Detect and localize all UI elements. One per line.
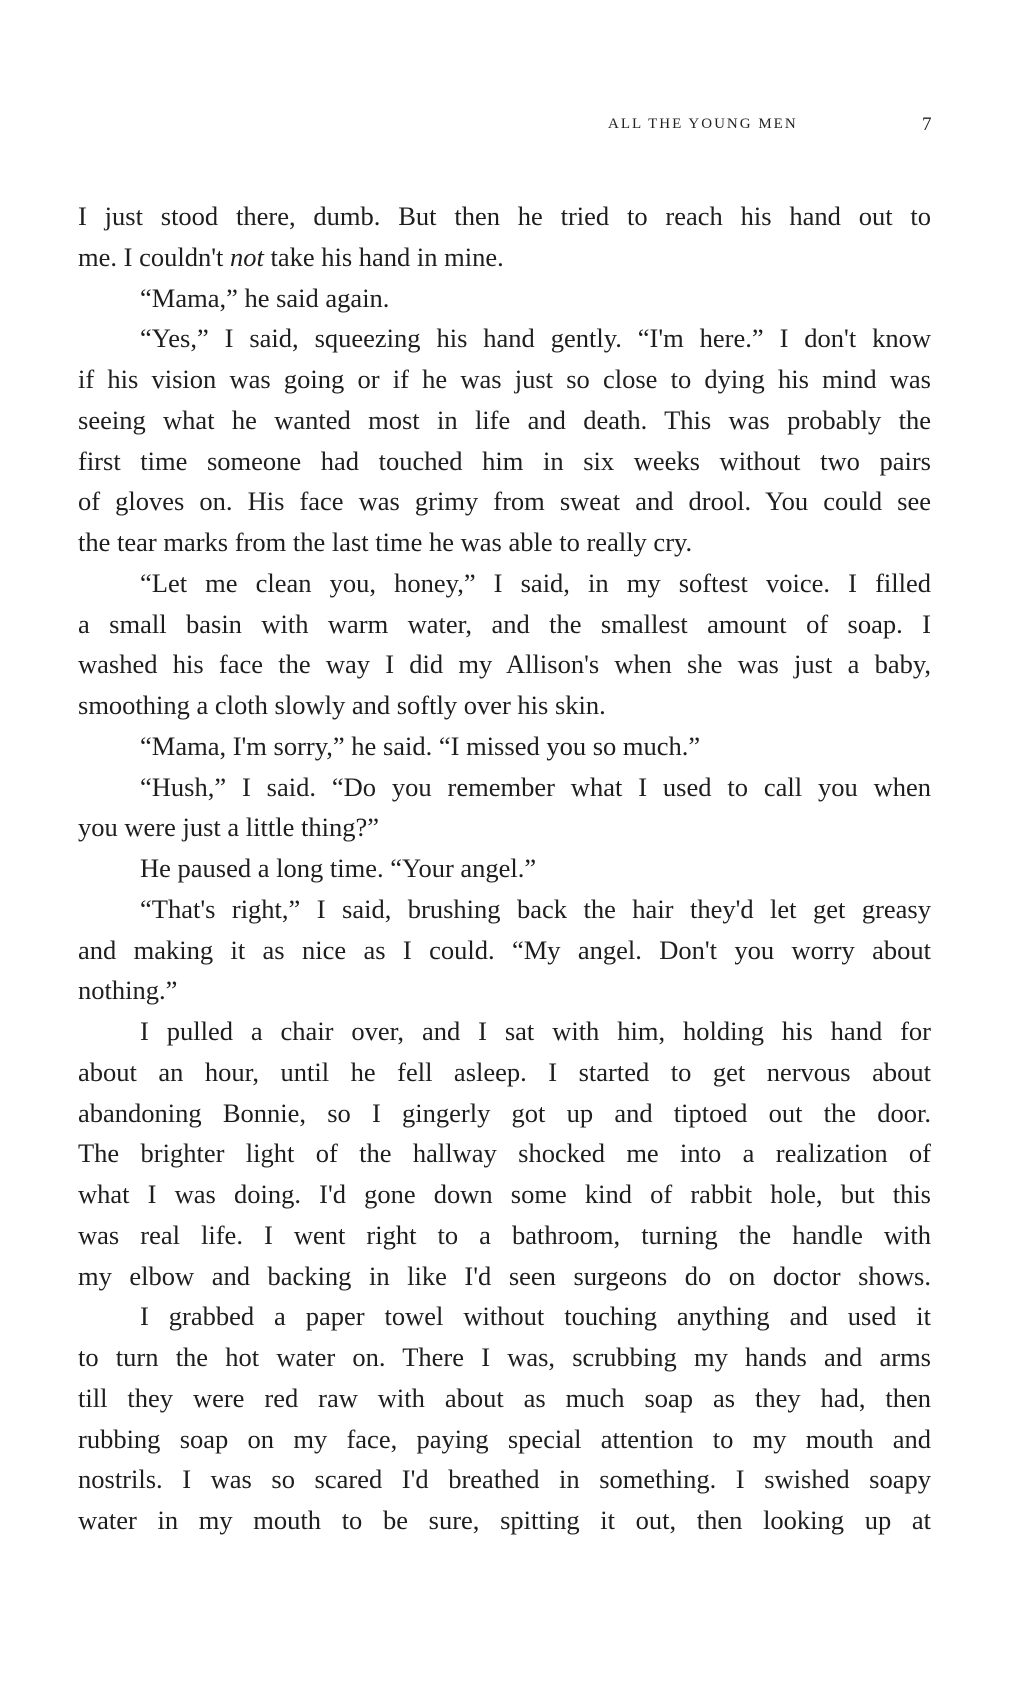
text-line: you were just a little thing?” bbox=[78, 812, 379, 843]
text-line: of gloves on. His face was grimy from sweat and drool. You could see bbox=[78, 486, 931, 517]
page-header bbox=[560, 116, 940, 142]
text-line: a small basin with warm water, and the smallest amount of soap. I bbox=[78, 608, 931, 639]
text-line: “Let me clean you, honey,” I said, in my softest voice. I filled bbox=[140, 567, 931, 598]
text-line: The brighter light of the hallway shocked me into a realization of bbox=[78, 1138, 931, 1169]
text-line: my elbow and backing in like I'd seen surgeons do on doctor shows. bbox=[78, 1260, 931, 1291]
text-span: take his hand in mine. bbox=[263, 241, 504, 272]
text-line: about an hour, until he fell asleep. I started to get nervous about bbox=[78, 1056, 931, 1087]
text-line: water in my mouth to be sure, spitting it out, then looking up at bbox=[78, 1505, 931, 1535]
text-line: nothing.” bbox=[78, 975, 178, 1006]
text-line: was real life. I went right to a bathroom, turning the handle with bbox=[78, 1219, 931, 1250]
text-span: me. I couldn't bbox=[78, 241, 230, 272]
emphasis-text: not bbox=[229, 241, 264, 272]
running-title: ALL THE YOUNG MEN bbox=[608, 116, 798, 132]
text-line: I pulled a chair over, and I sat with him, holding his hand for bbox=[140, 1016, 931, 1046]
text-line: I just stood there, dumb. But then he tried to reach his hand out to bbox=[78, 201, 931, 231]
text-line: “Yes,” I said, squeezing his hand gently. “I'm here.” I don't know bbox=[140, 323, 931, 354]
text-line: nostrils. I was so scared I'd breathed in something. I swished soapy bbox=[78, 1464, 931, 1495]
text-line: smoothing a cloth slowly and softly over his skin. bbox=[78, 690, 606, 720]
body-text bbox=[78, 196, 931, 1541]
text-line bbox=[78, 237, 931, 278]
text-line: washed his face the way I did my Allison's when she was just a baby, bbox=[78, 649, 931, 680]
text-line: I grabbed a paper towel without touching anything and used it bbox=[140, 1301, 931, 1332]
text-line: to turn the hot water on. There I was, scrubbing my hands and arms bbox=[78, 1342, 931, 1372]
text-line: till they were red raw with about as much soap as they had, then bbox=[78, 1382, 931, 1413]
text-line: seeing what he wanted most in life and death. This was probably the bbox=[78, 404, 931, 435]
text-line: “That's right,” I said, brushing back the hair they'd let get greasy bbox=[140, 893, 931, 924]
text-line: if his vision was going or if he was just so close to dying his mind was bbox=[78, 364, 931, 394]
text-line: what I was doing. I'd gone down some kind of rabbit hole, but this bbox=[78, 1179, 931, 1209]
text-line: the tear marks from the last time he was able to really cry. bbox=[78, 527, 693, 557]
text-line: rubbing soap on my face, paying special attention to my mouth and bbox=[78, 1423, 931, 1454]
page-number: 7 bbox=[922, 114, 932, 135]
text-line: and making it as nice as I could. “My angel. Don't you worry about bbox=[78, 934, 931, 965]
text-line: “Mama,” he said again. bbox=[140, 282, 390, 313]
text-line: He paused a long time. “Your angel.” bbox=[140, 853, 537, 883]
text-line: “Hush,” I said. “Do you remember what I used to call you when bbox=[140, 771, 931, 802]
text-line: abandoning Bonnie, so I gingerly got up and tiptoed out the door. bbox=[78, 1097, 931, 1128]
text-line: first time someone had touched him in six weeks without two pairs bbox=[78, 445, 931, 476]
text-line: “Mama, I'm sorry,” he said. “I missed you so much.” bbox=[140, 730, 701, 761]
